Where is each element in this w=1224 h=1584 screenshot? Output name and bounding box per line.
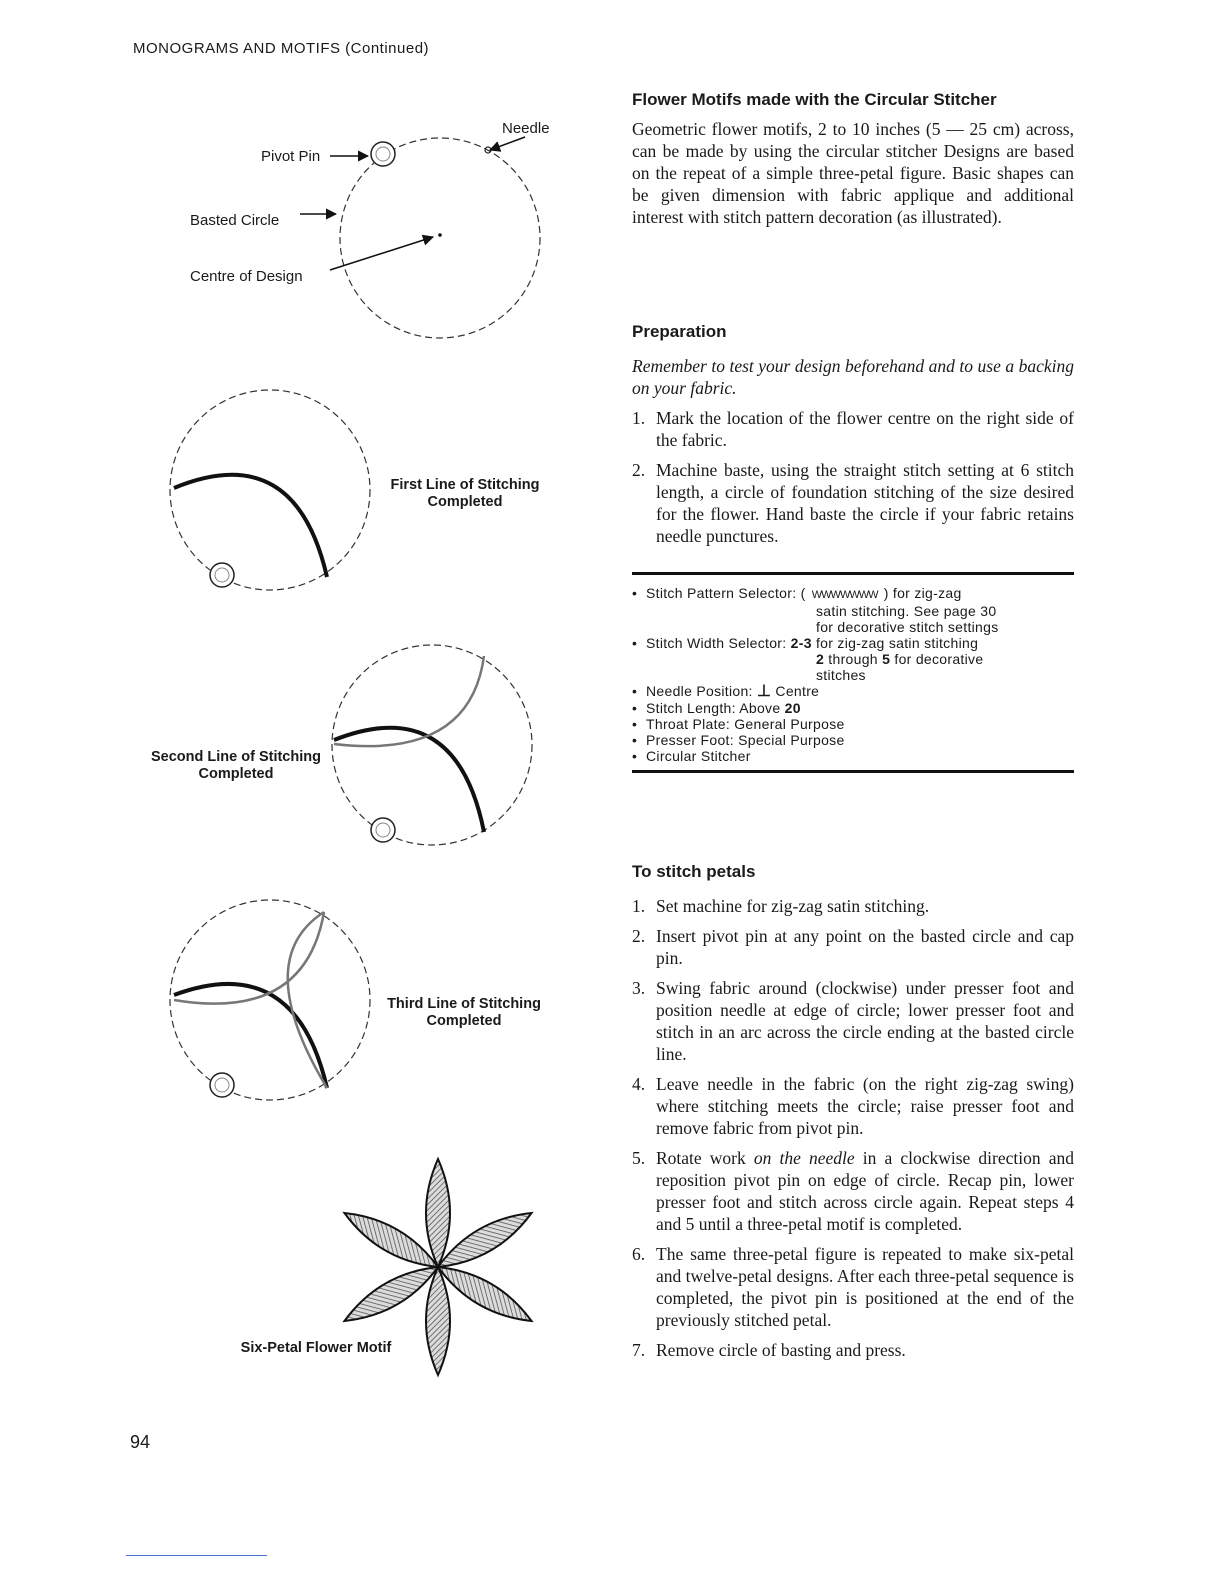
- list-item: 5. Rotate work on the needle in a clockwise direction and reposition pivot pin on edge of circle. Recap pin, lower presser foot and stitch across circle again. Repeat steps 4 and 5 until a three-petal motif is completed.: [632, 1148, 1075, 1234]
- pivot-pin-label: Pivot Pin: [261, 148, 321, 165]
- basted-circle-label: Basted Circle: [190, 212, 280, 229]
- diagram-first-line: [170, 390, 370, 590]
- list-item: 2. Insert pivot pin at any point on the basted circle and cap pin.: [632, 926, 1074, 968]
- stitch-petals-steps: [632, 895, 1074, 1369]
- needle-label: Needle: [502, 120, 550, 137]
- zigzag-stitch-icon: WWWWWWW: [809, 589, 880, 601]
- needle-position-icon: ⊥: [756, 683, 772, 700]
- pivot-pin-icon: [210, 1073, 234, 1097]
- flower-motifs-body: Geometric flower motifs, 2 to 10 inches (5 — 25 cm) across, can be made by using the circular stitcher Designs are based on the repeat of a simple three-petal figure. Basic shapes can be given dimension with fabric applique and additional interest with stitch pattern decoration (as illustrated).: [632, 119, 1074, 227]
- list-item: 6. The same three-petal figure is repeated to make six-petal and twelve-petal designs. After each three-petal sequence is completed, the pivot pin is positioned at the end of the previously stitched petal.: [632, 1244, 1074, 1330]
- stitch-petals-heading: To stitch petals: [632, 862, 756, 881]
- preparation-note: Remember to test your design beforehand and to use a backing on your fabric.: [632, 356, 1074, 398]
- page-header: MONOGRAMS AND MOTIFS (Continued): [133, 40, 430, 57]
- diagram-basted-circle: [300, 137, 540, 338]
- list-item: 1. Mark the location of the flower centre on the right side of the fabric.: [632, 408, 1074, 450]
- page-number: 94: [130, 1432, 151, 1452]
- machine-settings-box: • Stitch Pattern Selector: ( WWWWWWW ) for zig-zag satin stitching. See page 30 for decorative stitch settings • Stitch Width Selector: 2-3 for zig-zag satin stitching 2 through 5 for decorative stitches • Needle Position: ⊥ Centre • Stitch Length: Above 20 • Throat Plate: General Purpose • Presser Foot: Special Purpose • Circular Stitcher: [632, 572, 1074, 773]
- first-line-label: First Line of Stitching Completed: [390, 477, 540, 510]
- third-line-label: Third Line of Stitching Completed: [387, 996, 541, 1029]
- list-item: 1. Set machine for zig-zag satin stitching.: [632, 896, 930, 916]
- footer-rule: [126, 1555, 267, 1556]
- preparation-steps: [632, 407, 1074, 555]
- preparation-heading: Preparation: [632, 322, 727, 341]
- pivot-pin-icon: [371, 142, 395, 166]
- centre-of-design-label: Centre of Design: [190, 268, 303, 285]
- list-item: 3. Swing fabric around (clockwise) under presser foot and position needle at edge of circle; lower presser foot and stitch in an arc across the circle ending at the basted circle line.: [632, 978, 1074, 1064]
- list-item: 2. Machine baste, using the straight stitch setting at 6 stitch length, a circle of foundation stitching of the size desired for the flower. Hand baste the circle if your fabric retains needle punctures.: [632, 460, 1074, 546]
- list-item: 4. Leave needle in the fabric (on the right zig-zag swing) where stitching meets the circle; raise presser foot and remove fabric from pivot pin.: [632, 1074, 1074, 1138]
- diagram-second-line: [332, 645, 532, 845]
- second-line-label: Second Line of Stitching Completed: [151, 749, 321, 782]
- list-item: 7. Remove circle of basting and press.: [632, 1340, 906, 1360]
- diagram-third-line: [170, 900, 370, 1100]
- flower-motifs-heading: Flower Motifs made with the Circular Stitcher: [632, 90, 997, 109]
- pivot-pin-icon: [371, 818, 395, 842]
- pivot-pin-icon: [210, 563, 234, 587]
- six-petal-label: Six-Petal Flower Motif: [240, 1340, 392, 1356]
